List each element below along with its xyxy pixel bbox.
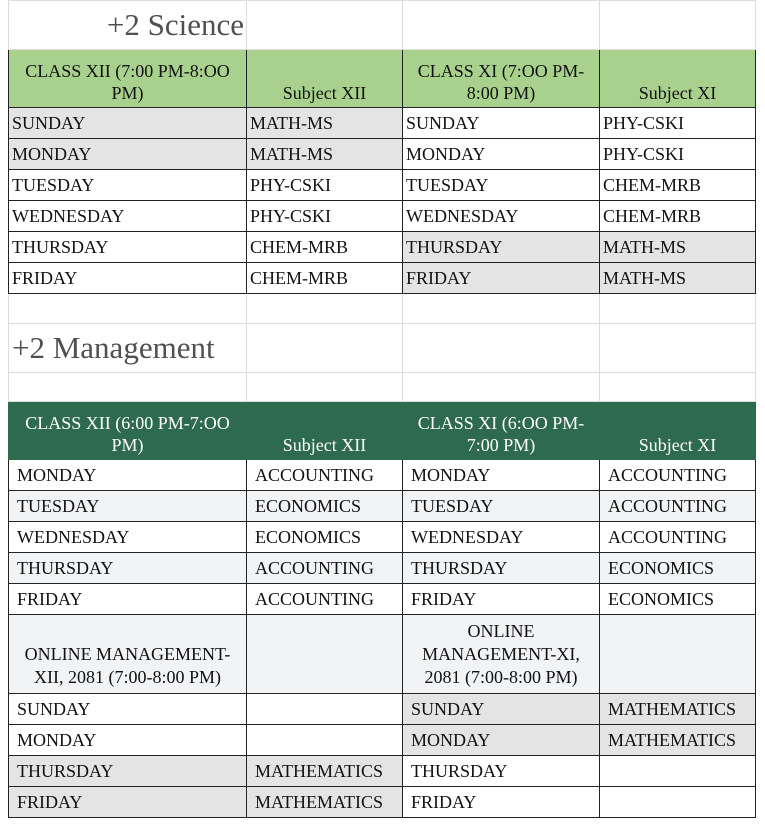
cell[interactable]	[403, 373, 600, 402]
subject-cell[interactable]: MATHEMATICS	[247, 787, 403, 818]
day-cell[interactable]: TUESDAY	[403, 170, 600, 201]
day-cell[interactable]: TUESDAY	[403, 491, 600, 522]
management-subject-xi-header[interactable]: Subject XI	[600, 402, 756, 460]
cell[interactable]	[247, 294, 403, 324]
day-cell[interactable]: THURSDAY	[403, 232, 600, 263]
management-class-xii-header[interactable]: CLASS XII (6:00 PM-7:OO PM)	[9, 402, 247, 460]
cell[interactable]	[247, 324, 403, 373]
science-subject-xi-header[interactable]: Subject XI	[600, 50, 756, 108]
management-title[interactable]: +2 Management	[9, 324, 247, 373]
subject-cell[interactable]: ACCOUNTING	[600, 460, 756, 491]
table-row	[9, 232, 756, 263]
timetable	[8, 0, 756, 818]
subject-cell[interactable]: CHEM-MRB	[600, 170, 756, 201]
subject-cell[interactable]	[600, 787, 756, 818]
day-cell[interactable]: MONDAY	[9, 460, 247, 491]
online-xii-title[interactable]: ONLINE MANAGEMENT-XII, 2081 (7:00-8:00 PM)	[9, 615, 247, 694]
subject-cell[interactable]: MATH-MS	[600, 232, 756, 263]
day-cell[interactable]: MONDAY	[9, 139, 247, 170]
subject-cell[interactable]: ACCOUNTING	[600, 491, 756, 522]
table-row	[9, 263, 756, 294]
day-cell[interactable]: MONDAY	[403, 139, 600, 170]
science-class-xii-header[interactable]: CLASS XII (7:00 PM-8:OO PM)	[9, 50, 247, 108]
day-cell[interactable]: THURSDAY	[403, 756, 600, 787]
day-cell[interactable]: WEDNESDAY	[403, 201, 600, 232]
online-header-row	[9, 615, 756, 694]
cell[interactable]	[403, 1, 600, 50]
subject-cell[interactable]: MATH-MS	[247, 139, 403, 170]
table-row	[9, 725, 756, 756]
science-header-row	[9, 50, 756, 108]
table-row	[9, 460, 756, 491]
table-row	[9, 584, 756, 615]
science-title[interactable]: +2 Science	[9, 1, 247, 50]
day-cell[interactable]: FRIDAY	[403, 584, 600, 615]
subject-cell[interactable]: ACCOUNTING	[247, 553, 403, 584]
day-cell[interactable]: SUNDAY	[403, 694, 600, 725]
day-cell[interactable]: MONDAY	[403, 725, 600, 756]
science-title-row	[9, 1, 756, 50]
day-cell[interactable]: FRIDAY	[403, 787, 600, 818]
cell[interactable]	[247, 1, 403, 50]
subject-cell[interactable]: CHEM-MRB	[247, 232, 403, 263]
subject-cell[interactable]: MATH-MS	[247, 108, 403, 139]
day-cell[interactable]: MONDAY	[403, 460, 600, 491]
day-cell[interactable]: TUESDAY	[9, 491, 247, 522]
day-cell[interactable]: SUNDAY	[403, 108, 600, 139]
day-cell[interactable]: WEDNESDAY	[9, 201, 247, 232]
cell[interactable]	[247, 373, 403, 402]
cell[interactable]	[600, 324, 756, 373]
subject-cell[interactable]: MATHEMATICS	[600, 725, 756, 756]
science-subject-xii-header[interactable]: Subject XII	[247, 50, 403, 108]
cell[interactable]	[403, 324, 600, 373]
table-row	[9, 170, 756, 201]
management-subject-xii-header[interactable]: Subject XII	[247, 402, 403, 460]
day-cell[interactable]: TUESDAY	[9, 170, 247, 201]
day-cell[interactable]: THURSDAY	[9, 232, 247, 263]
subject-cell[interactable]: PHY-CSKI	[247, 201, 403, 232]
table-row	[9, 491, 756, 522]
subject-cell[interactable]: ECONOMICS	[247, 522, 403, 553]
cell[interactable]	[9, 294, 247, 324]
day-cell[interactable]: SUNDAY	[9, 108, 247, 139]
table-row	[9, 108, 756, 139]
subject-cell[interactable]: PHY-CSKI	[600, 108, 756, 139]
day-cell[interactable]: MONDAY	[9, 725, 247, 756]
subject-cell[interactable]: PHY-CSKI	[247, 170, 403, 201]
table-row	[9, 787, 756, 818]
online-xi-title[interactable]: ONLINE MANAGEMENT-XI, 2081 (7:00-8:00 PM)	[403, 615, 600, 694]
subject-cell[interactable]: ECONOMICS	[600, 584, 756, 615]
table-row	[9, 522, 756, 553]
management-class-xi-header[interactable]: CLASS XI (6:OO PM- 7:00 PM)	[403, 402, 600, 460]
table-row	[9, 201, 756, 232]
management-title-row	[9, 324, 756, 373]
table-row	[9, 139, 756, 170]
subject-cell[interactable]: ECONOMICS	[247, 491, 403, 522]
blank-row	[9, 373, 756, 402]
day-cell[interactable]: FRIDAY	[9, 584, 247, 615]
day-cell[interactable]: WEDNESDAY	[9, 522, 247, 553]
subject-cell[interactable]	[600, 756, 756, 787]
cell[interactable]	[600, 1, 756, 50]
spreadsheet	[8, 0, 755, 830]
subject-cell[interactable]: MATHEMATICS	[600, 694, 756, 725]
cell[interactable]	[247, 615, 403, 694]
day-cell[interactable]: FRIDAY	[9, 263, 247, 294]
subject-cell[interactable]: CHEM-MRB	[600, 201, 756, 232]
day-cell[interactable]: WEDNESDAY	[403, 522, 600, 553]
subject-cell[interactable]: ACCOUNTING	[600, 522, 756, 553]
cell[interactable]	[600, 615, 756, 694]
subject-cell[interactable]: PHY-CSKI	[600, 139, 756, 170]
day-cell[interactable]: SUNDAY	[9, 694, 247, 725]
subject-cell[interactable]	[247, 694, 403, 725]
day-cell[interactable]: THURSDAY	[403, 553, 600, 584]
subject-cell[interactable]: ACCOUNTING	[247, 460, 403, 491]
subject-cell[interactable]: ACCOUNTING	[247, 584, 403, 615]
day-cell[interactable]: THURSDAY	[9, 553, 247, 584]
management-header-row	[9, 402, 756, 460]
science-class-xi-header[interactable]: CLASS XI (7:OO PM-8:00 PM)	[403, 50, 600, 108]
subject-cell[interactable]: ECONOMICS	[600, 553, 756, 584]
cell[interactable]	[600, 373, 756, 402]
day-cell[interactable]: FRIDAY	[9, 787, 247, 818]
cell[interactable]	[9, 373, 247, 402]
table-row	[9, 553, 756, 584]
subject-cell[interactable]	[247, 725, 403, 756]
subject-cell[interactable]: CHEM-MRB	[247, 263, 403, 294]
table-row	[9, 756, 756, 787]
cell[interactable]	[600, 294, 756, 324]
day-cell[interactable]: FRIDAY	[403, 263, 600, 294]
subject-cell[interactable]: MATH-MS	[600, 263, 756, 294]
table-row	[9, 694, 756, 725]
blank-row	[9, 294, 756, 324]
subject-cell[interactable]: MATHEMATICS	[247, 756, 403, 787]
cell[interactable]	[403, 294, 600, 324]
day-cell[interactable]: THURSDAY	[9, 756, 247, 787]
